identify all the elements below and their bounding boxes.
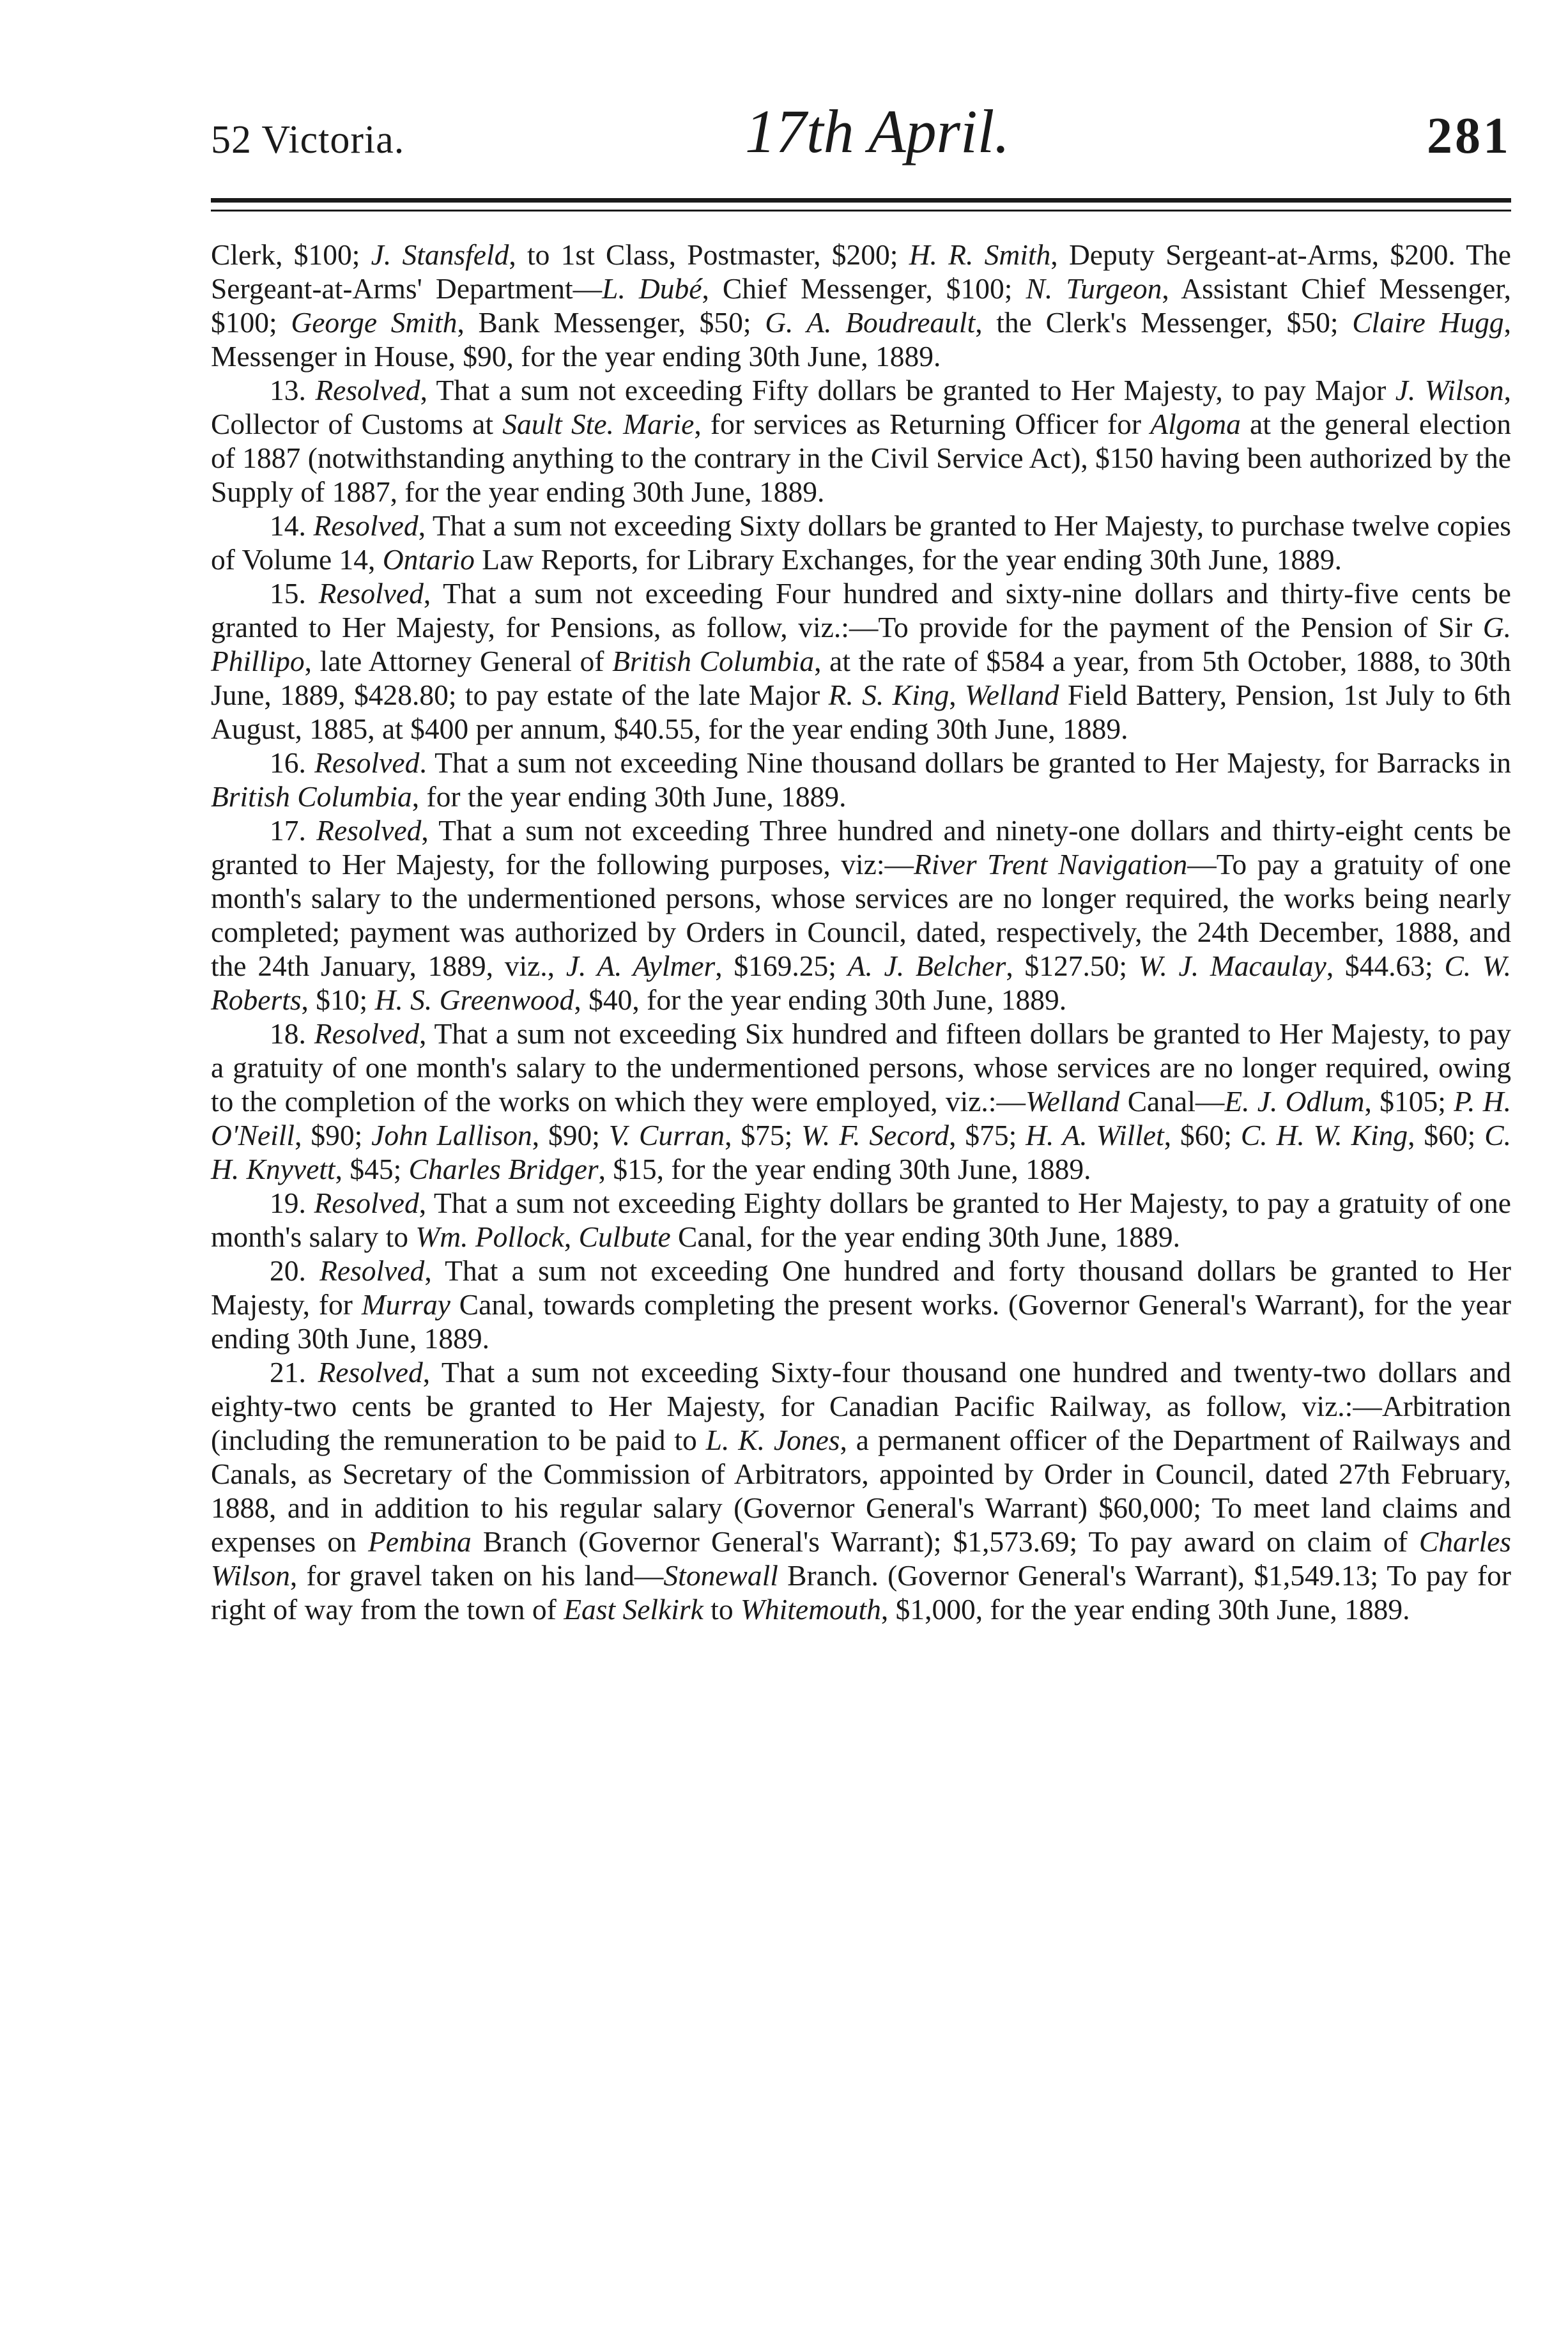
- header-rule-thick: [211, 198, 1511, 203]
- paragraph-resolution-21: 21. Resolved, That a sum not exceeding Sixty-four thousand one hundred and twenty-two dollars and eighty-two cents be granted to Her Majesty, for Canadian Pacific Railway, as follow, viz.:—Arbitration (including the remuneration to be paid to L. K. Jones, a permanent officer of the Department of Railways and Canals, as Secretary of the Commission of Arbitrators, appointed by Order in Council, dated 27th February, 1888, and in addition to his regular salary (Governor General's Warrant) $60,000; To meet land claims and expenses on Pembina Branch (Governor General's Warrant); $1,573.69; To pay award on claim of Charles Wilson, for gravel taken on his land—Stonewall Branch. (Governor General's Warrant), $1,549.13; To pay for right of way from the town of East Selkirk to Whitemouth, $1,000, for the year ending 30th June, 1889.: [211, 1356, 1512, 1626]
- header-date: 17th April.: [745, 97, 1010, 165]
- paragraph-resolution-15: 15. Resolved, That a sum not exceeding Four hundred and sixty-nine dollars and thirty-five cents be granted to Her Majesty, for Pensions, as follow, viz.:—To provide for the payment of the Pension of Sir G. Phillipo, late Attorney General of British Columbia, at the rate of $584 a year, from 5th October, 1888, to 30th June, 1889, $428.80; to pay estate of the late Major R. S. King, Welland Field Battery, Pension, 1st July to 6th August, 1885, at $400 per annum, $40.55, for the year ending 30th June, 1889.: [211, 577, 1512, 745]
- header-rule-thin: [211, 210, 1511, 212]
- paragraph-resolution-13: 13. Resolved, That a sum not exceeding Fifty dollars be granted to Her Majesty, to pay Major J. Wilson, Collector of Customs at Sault Ste. Marie, for services as Returning Officer for Algoma at the general election of 1887 (notwithstanding anything to the contrary in the Civil Service Act), $150 having been authorized by the Supply of 1887, for the year ending 30th June, 1889.: [211, 374, 1512, 508]
- body-text: [211, 238, 1511, 1626]
- paragraph-resolution-20: 20. Resolved, That a sum not exceeding One hundred and forty thousand dollars be granted to Her Majesty, for Murray Canal, towards completing the present works. (Governor General's Warrant), for the year ending 30th June, 1889.: [211, 1254, 1511, 1355]
- page-number: 281: [1427, 108, 1511, 164]
- paragraph-resolution-19: 19. Resolved, That a sum not exceeding Eighty dollars be granted to Her Majesty, to pay a gratuity of one month's salary to Wm. Pollock, Culbute Canal, for the year ending 30th June, 1889.: [211, 1187, 1511, 1253]
- running-header: [211, 96, 1511, 179]
- paragraph-continuation: Clerk, $100; J. Stansfeld, to 1st Class, Postmaster, $200; H. R. Smith, Deputy Sergeant-at-Arms, $200. The Sergeant-at-Arms' Department—L. Dubé, Chief Messenger, $100; N. Turgeon, Assistant Chief Messenger, $100; George Smith, Bank Messenger, $50; G. A. Boudreault, the Clerk's Messenger, $50; Claire Hugg, Messenger in House, $90, for the year ending 30th June, 1889.: [211, 238, 1512, 373]
- document-page: [211, 96, 1512, 1626]
- paragraph-resolution-18: 18. Resolved, That a sum not exceeding Six hundred and fifteen dollars be granted to Her Majesty, to pay a gratuity of one month's salary to the undermentioned persons, whose services are no longer required, owing to the completion of the works on which they were employed, viz.:—Welland Canal—E. J. Odlum, $105; P. H. O'Neill, $90; John Lallison, $90; V. Curran, $75; W. F. Secord, $75; H. A. Willet, $60; C. H. W. King, $60; C. H. Knyvett, $45; Charles Bridger, $15, for the year ending 30th June, 1889.: [211, 1017, 1511, 1185]
- paragraph-resolution-14: 14. Resolved, That a sum not exceeding Sixty dollars be granted to Her Majesty, to purchase twelve copies of Volume 14, Ontario Law Reports, for Library Exchanges, for the year ending 30th June, 1889.: [211, 509, 1511, 576]
- paragraph-resolution-16: 16. Resolved. That a sum not exceeding Nine thousand dollars be granted to Her Majesty, for Barracks in British Columbia, for the year ending 30th June, 1889.: [211, 746, 1512, 813]
- header-session: 52 Victoria.: [211, 118, 405, 162]
- paragraph-resolution-17: 17. Resolved, That a sum not exceeding Three hundred and ninety-one dollars and thirty-eight cents be granted to Her Majesty, for the following purposes, viz:—River Trent Navigation—To pay a gratuity of one month's salary to the undermentioned persons, whose services are no longer required, the works being nearly completed; payment was authorized by Orders in Council, dated, respectively, the 24th December, 1888, and the 24th January, 1889, viz., J. A. Aylmer, $169.25; A. J. Belcher, $127.50; W. J. Macaulay, $44.63; C. W. Roberts, $10; H. S. Greenwood, $40, for the year ending 30th June, 1889.: [211, 814, 1512, 1016]
